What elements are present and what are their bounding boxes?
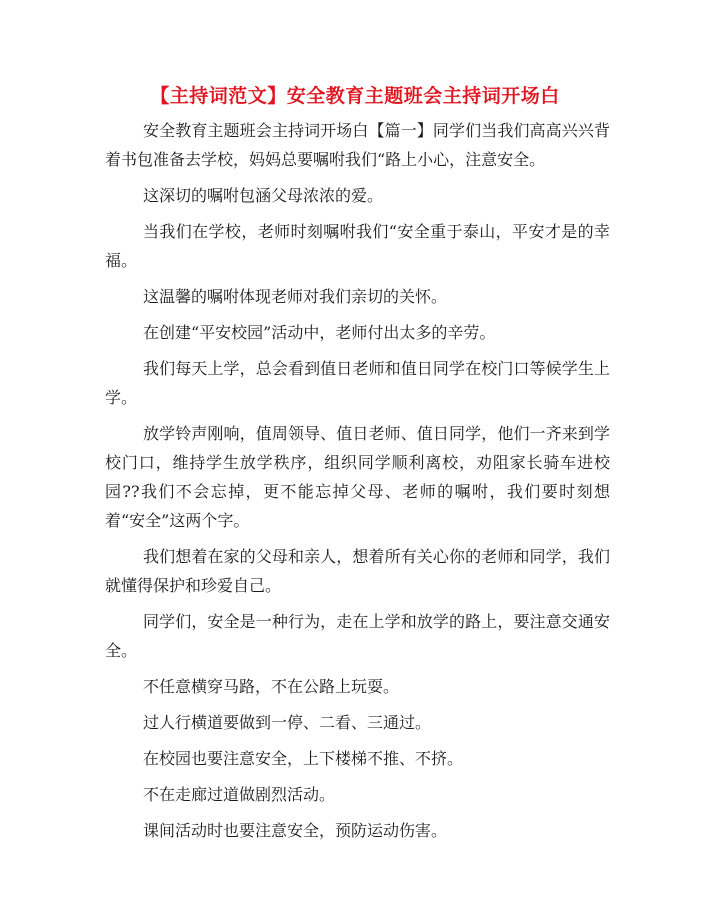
paragraph-1: 安全教育主题班会主持词开场白【篇一】同学们当我们高高兴兴背着书包准备去学校，妈妈总要嘱咐我们“路上小心，注意安全。	[105, 121, 610, 169]
paragraph-7: 放学铃声刚响，值周领导、值日老师、值日同学，他们一齐来到学校门口，维持学生放学秩序，组织同学顺利离校，劝阻家长骑车进校园??我们不会忘掉，更不能忘掉父母、老师的嘱咐，我们要时刻想着“安全”这两个字。	[105, 424, 610, 530]
paragraph-9: 同学们，安全是一种行为，走在上学和放学的路上，要注意交通安全。	[105, 612, 610, 660]
document-title: 【主持词范文】安全教育主题班会主持词开场白	[150, 85, 560, 107]
paragraph-11: 过人行横道要做到一停、二看、三通过。	[143, 713, 432, 732]
paragraph-8: 我们想着在家的父母和亲人，想着所有关心你的老师和同学，我们就懂得保护和珍爱自己。	[105, 547, 610, 595]
paragraph-4: 这温馨的嘱咐体现老师对我们亲切的关怀。	[143, 287, 448, 306]
document-body	[105, 116, 610, 852]
paragraph-2: 这深切的嘱咐包涵父母浓浓的爱。	[143, 186, 384, 205]
paragraph-6: 我们每天上学，总会看到值日老师和值日同学在校门口等候学生上学。	[105, 359, 610, 407]
paragraph-10: 不任意横穿马路，不在公路上玩耍。	[143, 677, 400, 696]
paragraph-5: 在创建“平安校园”活动中，老师付出太多的辛劳。	[143, 323, 496, 342]
paragraph-12: 在校园也要注意安全，上下楼梯不推、不挤。	[143, 749, 464, 768]
paragraph-13: 不在走廊过道做剧烈活动。	[143, 785, 336, 804]
paragraph-14: 课间活动时也要注意安全，预防运动伤害。	[143, 821, 448, 840]
paragraph-3: 当我们在学校，老师时刻嘱咐我们“安全重于泰山，平安才是的幸福。	[105, 222, 610, 270]
